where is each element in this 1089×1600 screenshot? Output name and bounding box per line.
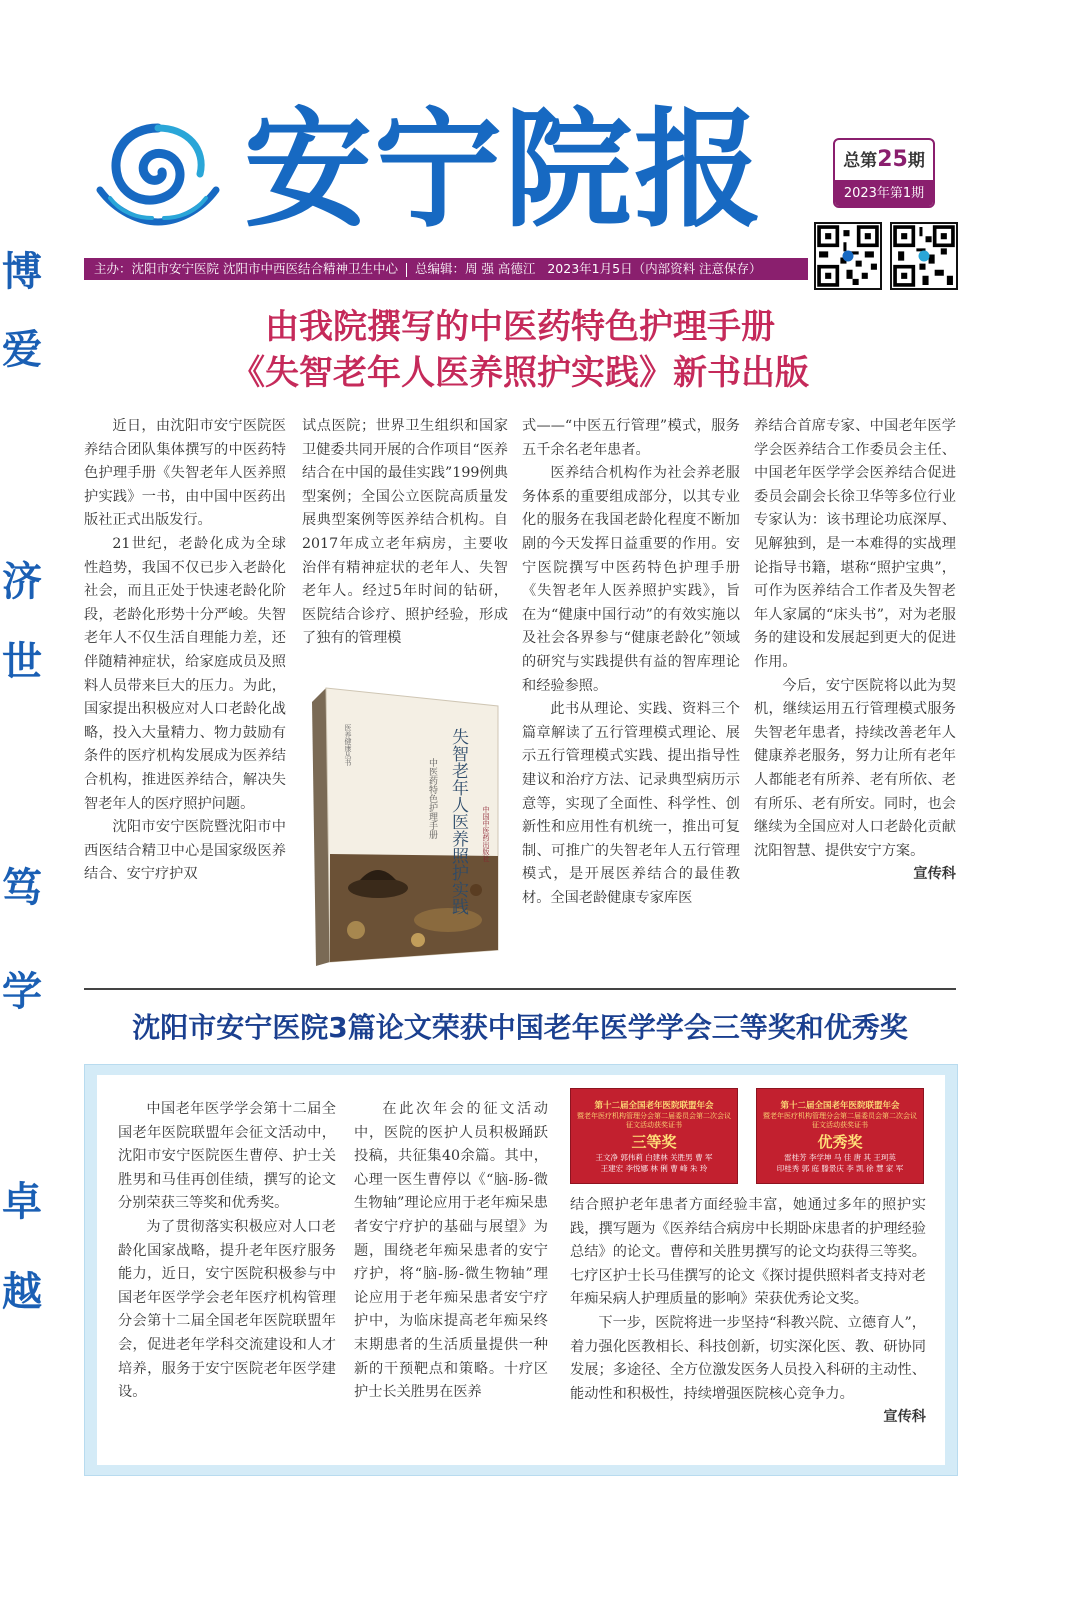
paragraph: 养结合首席专家、中国老年医学学会医养结合工作委员会主任、中国老年医学学会医养结合促进委员会副会长徐卫华等多位行业专家认为：该书理论功底深厚、见解独到，是一本难得的实战理论指导书籍，堪称“照护宝典”，可作为医养结合工作者及失智老年人家属的“床头书”，对为老服务的建设和发展起到更大的促进作用。	[754, 418, 956, 670]
date-text: 2023年1月5日（内部资料 注意保存）	[547, 261, 762, 276]
motto-char: 越	[2, 1269, 42, 1315]
cert-names: 雷桂芳 李学坤 马 佳 唐 其 王珂英	[784, 1153, 896, 1162]
cert-names: 印桂秀 郭 庭 滕景庆 李 凯 徐 慧 家 军	[776, 1164, 904, 1173]
cert-subtitle: 暨老年医疗机构管理分会第二届委员会第二次会议	[763, 1112, 917, 1120]
book-cover-image	[308, 684, 502, 966]
book-series: 医养健康丛书	[344, 724, 352, 766]
cert-award: 三等奖	[631, 1133, 677, 1151]
motto-char: 世	[2, 639, 42, 685]
article2-column-3	[570, 1194, 926, 1430]
hospital-logo-icon	[96, 120, 220, 230]
article1-headline-line2: 《失智老年人医养照护实践》新书出版	[231, 353, 809, 393]
paragraph: 此书从理论、实践、资料三个篇章解读了五行管理模式理论、展示五行管理模式实践、提出指导性建议和治疗方法、记录典型病历示意等，实现了全面性、科学性、创新性和应用性有机统一，推出可复制、可推广的失智老年人五行管理模式，是开展医养结合的最佳教材。全国老龄健康专家库医	[522, 701, 740, 906]
motto-char: 博	[2, 249, 42, 295]
article1-column-2	[302, 415, 508, 651]
paragraph: 试点医院；世界卫生组织和国家卫健委共同开展的合作项目“医养结合在中国的最佳实践”199例典型案例；全国公立医院高质量发展典型案例等医养结合机构。自2017年成立老年病房，主要收治伴有精神症状的老年人、失智老年人。经过5年时间的钻研，医院结合诊疗、照护经验，形成了独有的管理模	[302, 418, 508, 647]
motto-char: 济	[2, 559, 42, 605]
article2-column-2	[354, 1098, 548, 1405]
paragraph: 21世纪，老龄化成为全球性趋势，我国不仅已步入老龄化社会，而且正处于快速老龄化阶段，老龄化形势十分严峻。失智老年人不仅生活自理能力差，还伴随精神症状，给家庭成员及照料人员带来巨大的压力。为此，国家提出积极应对人口老龄化战略，投入大量精力、物力鼓励有条件的医疗机构发展成为医养结合机构，推进医养结合，解决失智老年人的医疗照护问题。	[84, 535, 286, 812]
qr-code-icon[interactable]	[890, 222, 958, 290]
cert-subtitle: 征文活动获奖证书	[626, 1121, 682, 1129]
paragraph: 下一步，医院将进一步坚持“科教兴院、立德育人”，着力强化医教相长、科技创新，切实深化医、教、研协同发展；多途径、全方位激发医务人员投入科研的主动性、能动性和积极性，持续增强医院核心竞争力。	[570, 1314, 926, 1402]
article2-column-1	[118, 1098, 336, 1405]
sponsor-text: 主办：沈阳市安宁医院 沈阳市中西医结合精神卫生中心	[94, 261, 398, 276]
paragraph: 结合照护老年患者方面经验丰富，她通过多年的照护实践，撰写题为《医养结合病房中长期卧床患者的护理经验总结》的论文。曹停和关胜男撰写的论文均获得三等奖。七疗区护士长马佳撰写的论文《探讨提供照料者支持对老年痴呆病人护理质量的影响》荣获优秀论文奖。	[570, 1197, 926, 1308]
issue-year: 2023年第1期	[835, 180, 933, 208]
cert-names: 王文净 郭伟莉 白建林 关胜男 曹 军	[595, 1153, 713, 1162]
cert-names: 王建宏 李悦娜 林 俐 曹 峰 朱 玲	[600, 1164, 708, 1173]
article2-headline: 沈阳市安宁医院3篇论文荣获中国老年医学学会三等奖和优秀奖	[132, 1011, 908, 1044]
article1-column-4	[754, 415, 956, 887]
newspaper-title: 安宁院报	[244, 96, 765, 245]
section-divider	[84, 988, 956, 990]
award-certificate-third-prize	[570, 1088, 738, 1184]
article1-column-3	[522, 415, 740, 910]
paragraph: 在此次年会的征文活动中，医院的医护人员积极踊跃投稿，共征集40余篇。其中，心理一医生曹停以《“脑-肠-微生物轴”理论应用于老年痴呆患者安宁疗护的基础与展望》为题，围绕老年痴呆患者的安宁疗护，将“脑-肠-微生物轴”理论应用于老年痴呆患者安宁疗护中，为临床提高老年痴呆终末期患者的生活质量提供一种新的干预靶点和策略。十疗区护士长关胜男在医养	[354, 1101, 548, 1401]
cert-title: 第十二届全国老年医院联盟年会	[780, 1101, 900, 1111]
qr-code-icon[interactable]	[814, 222, 882, 290]
cert-title: 第十二届全国老年医院联盟年会	[594, 1101, 714, 1111]
publication-info-bar	[84, 258, 808, 280]
issue-badge	[833, 138, 935, 208]
cert-subtitle: 征文活动获奖证书	[812, 1121, 868, 1129]
divider	[406, 263, 407, 277]
cert-award: 优秀奖	[817, 1133, 863, 1151]
motto-char: 学	[2, 969, 42, 1015]
motto-char: 卓	[2, 1179, 42, 1225]
book-subtitle: 中医药特色护理手册	[427, 758, 437, 839]
motto-char: 笃	[2, 865, 42, 911]
book-publisher: 中国中医药出版社	[482, 806, 490, 862]
editor-text: 总编辑：周 强 高德江	[414, 261, 536, 276]
motto-char: 爱	[2, 327, 42, 373]
paragraph: 中国老年医学学会第十二届全国老年医院联盟年会征文活动中，沈阳市安宁医院医生曹停、护士关胜男和马佳再创佳绩，撰写的论文分别荣获三等奖和优秀奖。	[118, 1101, 336, 1212]
book-title: 失智老年人医养照护实践	[448, 728, 468, 915]
issue-total: 总第25期	[843, 147, 925, 172]
article2-signature: 宣传科	[883, 1409, 926, 1426]
article1-signature: 宣传科	[913, 866, 956, 883]
article1-column-1	[84, 415, 286, 887]
paragraph: 医养结合机构作为社会养老服务体系的重要组成部分，以其专业化的服务在我国老龄化程度不断加剧的今天发挥日益重要的作用。安宁医院撰写中医药特色护理手册《失智老年人医养照护实践》，旨在为“健康中国行动”的有效实施以及社会各界参与“健康老龄化”领域的研究与实践提供有益的智库理论和经验参照。	[522, 465, 740, 694]
cert-subtitle: 暨老年医疗机构管理分会第二届委员会第二次会议	[577, 1112, 731, 1120]
paragraph: 沈阳市安宁医院暨沈阳市中西医结合精卫中心是国家级医养结合、安宁疗护双	[84, 819, 286, 883]
paragraph: 式——“中医五行管理”模式，服务五千余名老年患者。	[522, 418, 740, 458]
article1-headline-line1: 由我院撰写的中医药特色护理手册	[265, 307, 775, 347]
paragraph: 近日，由沈阳市安宁医院医养结合团队集体撰写的中医药特色护理手册《失智老年人医养照护实践》一书，由中国中医药出版社正式出版发行。	[84, 418, 286, 529]
award-certificate-excellence	[756, 1088, 924, 1184]
paragraph: 今后，安宁医院将以此为契机，继续运用五行管理模式服务失智老年患者，持续改善老年人健康养老服务，努力让所有老年人都能老有所养、老有所依、老有所乐、老有所安。同时，也会继续为全国应对人口老龄化贡献沈阳智慧、提供安宁方案。	[754, 677, 956, 859]
paragraph: 为了贯彻落实积极应对人口老龄化国家战略，提升老年医疗服务能力，近日，安宁医院积极参与中国老年医学学会老年医疗机构管理分会第十二届全国老年医院联盟年会，促进老年学科交流建设和人才培养，服务于安宁医院老年医学建设。	[118, 1218, 336, 1401]
